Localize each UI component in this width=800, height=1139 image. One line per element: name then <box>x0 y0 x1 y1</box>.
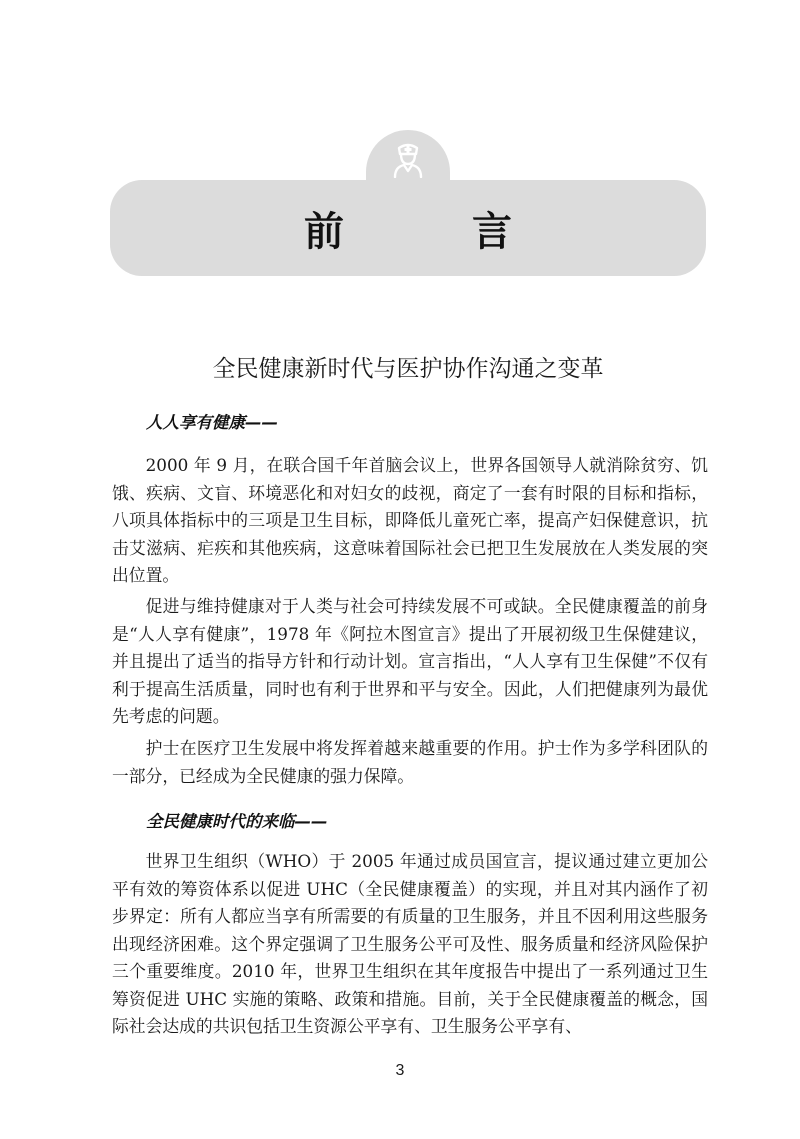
nurse-icon <box>392 140 424 178</box>
page-number: 3 <box>395 1062 405 1079</box>
article-subtitle: 全民健康新时代与医护协作沟通之变革 <box>212 356 604 382</box>
paragraph: 世界卫生组织（WHO）于 2005 年通过成员国宣言，提议通过建立更加公平有效的筹资体系以促进 UHC（全民健康覆盖）的实现，并且对其内涵作了初步界定：所有人都应当享有所需要的有质量的卫生服务，并且不因利用这些服务出现经济困难。这个界定强调了卫生服务公平可及性、服务质量和经济风险保护三个重要维度。2010 年，世界卫生组织在其年度报告中提出了一系列通过卫生筹资促进 UHC 实施的策略、政策和措施。目前，关于全民健康覆盖的概念，国际社会达成的共识包括卫生资源公平享有、卫生服务公平享有、 <box>112 851 708 1036</box>
paragraph: 2000 年 9 月，在联合国千年首脑会议上，世界各国领导人就消除贫穷、饥饿、疾病、文盲、环境恶化和对妇女的歧视，商定了一套有时限的目标和指标，八项具体指标中的三项是卫生目标，即降低儿童死亡率，提高产妇保健意识，抗击艾滋病、疟疾和其他疾病，这意味着国际社会已把卫生发展放在人类发展的突出位置。 <box>112 455 708 585</box>
section-heading: 全民健康时代的来临—— <box>146 812 328 831</box>
paragraph: 护士在医疗卫生发展中将发挥着越来越重要的作用。护士作为多学科团队的一部分，已经成为全民健康的强力保障。 <box>112 738 708 786</box>
paragraph: 促进与维持健康对于人类与社会可持续发展不可或缺。全民健康覆盖的前身是“人人享有健康”，1978 年《阿拉木图宣言》提出了开展初级卫生保健建议，并且提出了适当的指导方针和行动计划。宣言指出，“人人享有卫生保健”不仅有利于提高生活质量，同时也有利于世界和平与安全。因此，人们把健康列为最优先考虑的问题。 <box>112 596 708 726</box>
page-title: 前 言 <box>304 208 556 255</box>
section-heading: 人人享有健康—— <box>146 413 278 432</box>
title-banner <box>110 180 706 276</box>
